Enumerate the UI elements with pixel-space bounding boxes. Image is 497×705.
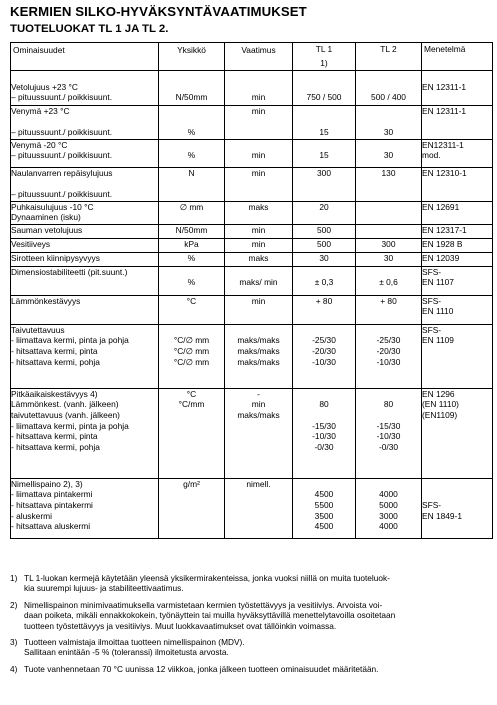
cell-tl2	[356, 266, 422, 295]
cell-line	[11, 118, 158, 129]
cell-line	[293, 326, 355, 337]
cell-tl2	[356, 252, 422, 266]
footnote	[10, 664, 492, 674]
footnote-line: Tuotteen valmistaja ilmoittaa tuotteen nimellispainon (MDV).	[24, 637, 245, 648]
cell-tl2	[356, 106, 422, 140]
cell-line: °C	[186, 389, 197, 399]
cell-property	[11, 139, 159, 167]
footnote-line: Sallitaan enintään -5 % (toleranssi) ilmoitetusta arvosta.	[24, 647, 229, 658]
cell-line	[159, 72, 224, 83]
cell-unit	[159, 106, 225, 140]
footnote-line: daan poiketa, mikäli ennakkokokein, työnäyttein tai muilla hyväksyttävillä menettelytavoilla osoitetaan	[24, 610, 396, 621]
cell-line: – pituussuunt./ poikkisuunt.	[11, 128, 113, 138]
cell-line	[225, 326, 292, 337]
cell-line: maks	[248, 202, 269, 212]
cell-line: maks/ min	[239, 278, 278, 288]
footnote-line: TL 1-luokan kermejä käytetään yleensä yksikermirakenteissa, jonka vuoksi niillä on muita tuoteluok-	[24, 573, 390, 583]
cell-property	[11, 71, 159, 106]
header-unit: Yksikkö	[159, 43, 225, 71]
cell-line: °C/∅ mm	[173, 346, 210, 356]
cell-method	[422, 71, 493, 106]
requirements-table	[10, 42, 493, 539]
cell-line: (EN 1110)	[422, 400, 459, 410]
cell-line	[293, 141, 355, 152]
cell-line	[159, 326, 224, 337]
cell-line	[422, 93, 492, 104]
cell-line: - hitsattava pintakermi	[11, 500, 93, 510]
cell-line	[159, 141, 224, 152]
cell-line	[356, 411, 421, 422]
cell-line: min	[251, 400, 266, 410]
cell-line: -20/30	[376, 346, 401, 356]
cell-requirement	[225, 71, 293, 106]
cell-tl2	[356, 201, 422, 224]
cell-line	[356, 107, 421, 118]
cell-line: 20	[319, 202, 329, 212]
table-row	[11, 478, 493, 538]
cell-line: - hitsattava kermi, pinta	[11, 346, 98, 356]
cell-tl1	[293, 167, 356, 201]
cell-line: -10/30	[312, 357, 336, 367]
cell-line: 30	[319, 253, 329, 263]
footnote-number: 3)	[10, 637, 18, 648]
table-row	[11, 139, 493, 167]
cell-unit	[159, 139, 225, 167]
cell-line: -25/30	[376, 336, 401, 346]
cell-method	[422, 478, 493, 538]
cell-line	[225, 83, 292, 94]
cell-tl2	[356, 224, 422, 238]
header-tl1-note: 1)	[320, 58, 328, 68]
cell-line: Venymä -20 °C	[11, 140, 68, 150]
cell-line: EN 12310-1	[422, 168, 467, 178]
cell-line: EN 1928 B	[422, 239, 463, 249]
table-row	[11, 224, 493, 238]
cell-line: - hitsattava kermi, pohja	[11, 357, 100, 367]
header-tl1	[293, 43, 356, 71]
cell-line: EN 12039	[422, 253, 460, 263]
cell-line: SFS-	[422, 267, 442, 277]
table-row	[11, 106, 493, 140]
cell-line: 15	[319, 151, 329, 161]
cell-line: Dynaaminen (isku)	[11, 213, 81, 223]
cell-method	[422, 324, 493, 388]
table-row	[11, 388, 493, 478]
cell-method	[422, 139, 493, 167]
cell-line: SFS-	[422, 500, 442, 510]
table-header-row	[11, 43, 493, 71]
cell-requirement	[225, 252, 293, 266]
cell-property	[11, 252, 159, 266]
cell-line: %	[187, 253, 196, 263]
cell-property	[11, 224, 159, 238]
cell-line: -15/30	[376, 421, 401, 431]
table-body	[11, 71, 493, 539]
cell-tl2	[356, 388, 422, 478]
cell-line	[422, 480, 492, 491]
cell-line: 4500	[314, 522, 334, 532]
cell-line: -0/30	[378, 442, 399, 452]
cell-line: 4500	[314, 490, 334, 500]
cell-line: %	[187, 128, 196, 138]
cell-unit	[159, 201, 225, 224]
cell-line	[356, 118, 421, 129]
cell-method	[422, 167, 493, 201]
footnote-line: tuotteen työstettävyys ja vesitiiviys. Muut luokkavaatimukset ovat tällöinkin voimassa.	[24, 620, 337, 631]
cell-line: – pituussuunt./ poikkisuunt.	[11, 189, 113, 199]
cell-line: – pituussuunt./ poikkisuunt.	[11, 151, 113, 161]
cell-line: -20/30	[312, 346, 336, 356]
cell-line: - aluskermi	[11, 511, 52, 521]
cell-line: 3500	[314, 511, 334, 521]
cell-line: taivutettavuus (vanh. jälkeen)	[11, 410, 120, 420]
cell-line	[11, 72, 158, 83]
cell-line: (EN1109)	[422, 410, 458, 420]
cell-property	[11, 201, 159, 224]
cell-line	[293, 107, 355, 118]
cell-line: g/m²	[183, 479, 200, 489]
cell-method	[422, 106, 493, 140]
cell-line	[293, 83, 355, 94]
cell-tl1	[293, 295, 356, 324]
cell-line	[356, 268, 421, 279]
cell-line: SFS-	[422, 325, 442, 335]
cell-requirement	[225, 238, 293, 252]
cell-line: EN 12691	[422, 202, 460, 212]
cell-unit	[159, 224, 225, 238]
cell-tl2	[356, 167, 422, 201]
cell-line: EN 12317-1	[422, 225, 467, 235]
cell-method	[422, 295, 493, 324]
cell-line: %	[187, 151, 196, 161]
cell-line: EN12311-1	[422, 140, 464, 150]
cell-line	[356, 326, 421, 337]
footnote-line: kia suurempi lujuus- ja stabiliteettivaatimus.	[24, 583, 184, 594]
cell-line: 30	[383, 253, 394, 263]
footnote	[10, 637, 492, 658]
cell-line: 15	[319, 128, 329, 138]
cell-line: - liimattava kermi, pinta ja pohja	[11, 421, 129, 431]
cell-line: Puhkaisulujuus -10 °C	[11, 202, 94, 212]
cell-line: EN 1107	[422, 278, 454, 288]
cell-line: 4000	[379, 522, 398, 532]
cell-tl2	[356, 478, 422, 538]
table-row	[11, 71, 493, 106]
cell-line	[356, 480, 421, 491]
cell-tl2	[356, 324, 422, 388]
cell-line: maks/maks	[237, 336, 280, 346]
cell-line: 5000	[379, 500, 398, 510]
cell-requirement	[225, 324, 293, 388]
cell-tl1	[293, 106, 356, 140]
cell-line: min	[251, 168, 266, 178]
cell-line: -10/30	[376, 432, 401, 442]
cell-line: – pituussuunt./ poikkisuunt.	[11, 93, 113, 103]
cell-line: min	[251, 107, 266, 116]
cell-requirement	[225, 224, 293, 238]
cell-line	[225, 268, 292, 279]
cell-line: 130	[381, 168, 396, 178]
cell-line: N/50mm	[175, 225, 208, 235]
cell-line	[11, 179, 158, 190]
table-row	[11, 295, 493, 324]
cell-requirement	[225, 167, 293, 201]
cell-line: min	[251, 93, 266, 103]
cell-line: min	[251, 225, 266, 235]
cell-line	[356, 226, 421, 237]
cell-line: EN 1849-1	[422, 511, 463, 521]
cell-line: 30	[383, 151, 394, 161]
cell-method	[422, 224, 493, 238]
cell-line: Sauman vetolujuus	[11, 225, 83, 235]
cell-requirement	[225, 295, 293, 324]
cell-line	[293, 72, 355, 83]
cell-requirement	[225, 106, 293, 140]
cell-unit	[159, 478, 225, 538]
cell-line	[159, 107, 224, 118]
cell-line: ± 0,3	[314, 278, 334, 288]
cell-line: 30	[383, 128, 394, 138]
cell-line: Sirotteen kiinnipysyvyys	[11, 253, 100, 263]
cell-line: 80	[383, 400, 394, 410]
cell-unit	[159, 295, 225, 324]
cell-line: kPa	[184, 239, 199, 249]
cell-line: maks	[248, 253, 269, 263]
header-tl2: TL 2	[356, 43, 422, 71]
cell-unit	[159, 238, 225, 252]
cell-line: - hitsattava aluskermi	[11, 522, 91, 532]
cell-line: + 80	[380, 296, 397, 306]
cell-line: ∅ mm	[179, 202, 204, 212]
cell-tl2	[356, 238, 422, 252]
cell-line: N	[188, 168, 195, 178]
cell-line: EN 1109	[422, 336, 454, 346]
cell-line: maks/maks	[237, 357, 280, 367]
cell-line: - hitsattava kermi, pinta	[11, 432, 98, 442]
cell-line: min	[251, 296, 266, 306]
cell-line: Lämmönkest. (vanh. jälkeen)	[11, 400, 119, 410]
table-row	[11, 266, 493, 295]
cell-tl1	[293, 224, 356, 238]
cell-line	[293, 411, 355, 422]
footnote-number: 1)	[10, 573, 18, 583]
cell-line	[356, 83, 421, 94]
cell-line	[293, 118, 355, 129]
page-title: KERMIEN SILKO-HYVÄKSYNTÄVAATIMUKSET	[10, 4, 307, 19]
cell-line: 500 / 400	[371, 93, 406, 103]
cell-line: -10/30	[376, 357, 401, 367]
cell-line	[225, 141, 292, 152]
cell-line: Venymä +23 °C	[11, 107, 70, 116]
cell-line: mod.	[422, 151, 441, 161]
cell-line: °C/∅ mm	[173, 357, 210, 367]
cell-requirement	[225, 139, 293, 167]
cell-tl1	[293, 201, 356, 224]
cell-method	[422, 252, 493, 266]
cell-tl1	[293, 478, 356, 538]
cell-line: + 80	[315, 296, 333, 306]
cell-line: EN 12311-1	[422, 82, 467, 92]
cell-line: °C	[186, 296, 197, 306]
cell-line: %	[187, 278, 196, 288]
header-tl1-label: TL 1	[315, 44, 333, 54]
cell-line: -15/30	[312, 421, 336, 431]
cell-line: 300	[381, 239, 396, 249]
cell-line: Nimellispaino 2), 3)	[11, 479, 83, 489]
cell-line: 500	[317, 225, 331, 235]
cell-line	[159, 83, 224, 94]
footnote-line: Nimellispainon minimivaatimuksella varmistetaan kermien työstettävyys ja vesitiiviys. Arvoista voi-	[24, 599, 383, 610]
cell-line: Dimensiostabiliteetti (pit.suunt.)	[11, 267, 128, 277]
cell-line: °C/mm	[178, 400, 205, 410]
cell-method	[422, 238, 493, 252]
cell-line: - hitsattava kermi, pohja	[11, 442, 100, 452]
cell-line: maks/maks	[237, 346, 280, 356]
cell-line	[159, 118, 224, 129]
cell-method	[422, 266, 493, 295]
cell-line: 750 / 500	[306, 93, 342, 103]
cell-line: 300	[317, 168, 331, 178]
footnote	[10, 573, 492, 594]
cell-line: 5500	[314, 500, 334, 510]
cell-unit	[159, 324, 225, 388]
footnote-number: 4)	[10, 663, 18, 674]
cell-tl2	[356, 139, 422, 167]
cell-line: Vetolujuus +23 °C	[11, 82, 78, 92]
cell-tl1	[293, 71, 356, 106]
cell-line: nimell.	[246, 479, 271, 489]
cell-requirement	[225, 201, 293, 224]
cell-line: - liimattava kermi, pinta ja pohja	[11, 336, 129, 346]
cell-unit	[159, 266, 225, 295]
cell-line: -10/30	[312, 432, 336, 442]
cell-method	[422, 388, 493, 478]
cell-line	[422, 490, 492, 501]
table-row	[11, 167, 493, 201]
cell-unit	[159, 388, 225, 478]
cell-tl1	[293, 324, 356, 388]
cell-line	[293, 480, 355, 491]
cell-property	[11, 167, 159, 201]
cell-line: EN 1296	[422, 389, 455, 399]
table-row	[11, 324, 493, 388]
cell-line: EN 12311-1	[422, 107, 467, 116]
cell-line: 500	[317, 239, 331, 249]
cell-line	[293, 268, 355, 279]
page-subtitle: TUOTELUOKAT TL 1 JA TL 2.	[10, 23, 169, 35]
cell-line: -	[257, 389, 260, 399]
cell-line: SFS-	[422, 296, 442, 306]
cell-line: maks/maks	[237, 410, 280, 420]
cell-property	[11, 295, 159, 324]
cell-line	[356, 390, 421, 401]
cell-property	[11, 478, 159, 538]
cell-tl1	[293, 388, 356, 478]
table-row	[11, 252, 493, 266]
cell-line	[293, 390, 355, 401]
header-requirement: Vaatimus	[225, 43, 293, 71]
table-row	[11, 201, 493, 224]
cell-line	[356, 141, 421, 152]
cell-property	[11, 388, 159, 478]
cell-line: 4000	[379, 490, 398, 500]
cell-unit	[159, 252, 225, 266]
cell-requirement	[225, 266, 293, 295]
cell-line	[356, 203, 421, 214]
cell-line	[356, 72, 421, 83]
cell-line	[225, 118, 292, 129]
cell-line: 3000	[379, 511, 398, 521]
cell-line: Lämmönkestävyys	[11, 296, 81, 306]
cell-property	[11, 266, 159, 295]
footnote	[10, 600, 492, 631]
cell-line: Vesitiiveys	[11, 239, 51, 249]
cell-tl1	[293, 139, 356, 167]
header-property: Ominaisuudet	[11, 43, 159, 71]
cell-requirement	[225, 388, 293, 478]
cell-requirement	[225, 478, 293, 538]
cell-line	[225, 128, 292, 139]
cell-unit	[159, 71, 225, 106]
cell-tl2	[356, 71, 422, 106]
footnotes	[10, 573, 492, 680]
cell-method	[422, 201, 493, 224]
cell-line: - liimattava pintakermi	[11, 490, 93, 500]
cell-line: Pitkäaikaiskestävyys 4)	[11, 389, 98, 399]
table-row	[11, 238, 493, 252]
cell-line: min	[251, 239, 266, 249]
cell-line: min	[251, 151, 266, 161]
cell-line	[159, 268, 224, 279]
cell-line: °C/∅ mm	[173, 336, 210, 346]
cell-tl2	[356, 295, 422, 324]
cell-line: -25/30	[312, 336, 336, 346]
cell-line: Naulanvarren repäisylujuus	[11, 168, 113, 178]
cell-line: 80	[319, 400, 329, 410]
cell-line: ± 0,6	[379, 278, 398, 288]
cell-property	[11, 238, 159, 252]
cell-line: -0/30	[314, 442, 334, 452]
cell-tl1	[293, 252, 356, 266]
header-method: Menetelmä	[422, 43, 493, 71]
cell-line	[422, 72, 492, 83]
cell-line: Taivutettavuus	[11, 325, 65, 335]
cell-property	[11, 106, 159, 140]
footnote-line: Tuote vanhennetaan 70 °C uunissa 12 viikkoa, jonka jälkeen tuotteen ominaisuudet määritetään.	[24, 663, 379, 674]
cell-tl1	[293, 238, 356, 252]
cell-line	[225, 72, 292, 83]
footnote-number: 2)	[10, 599, 18, 610]
cell-property	[11, 324, 159, 388]
cell-line: EN 1110	[422, 307, 454, 317]
cell-tl1	[293, 266, 356, 295]
cell-line: N/50mm	[175, 93, 208, 103]
cell-unit	[159, 167, 225, 201]
